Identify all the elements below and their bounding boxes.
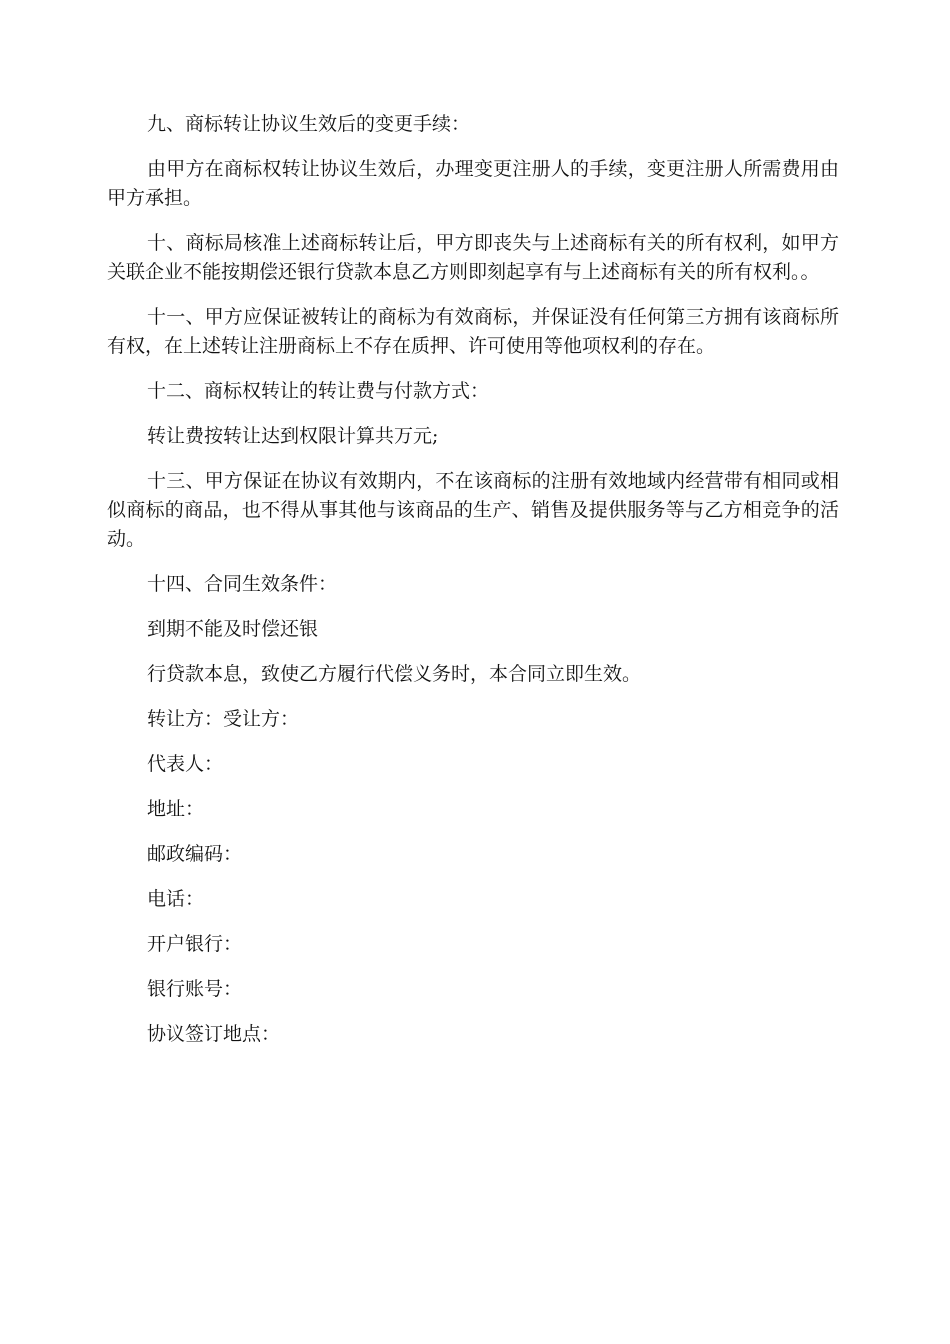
bank-account-field: 银行账号： [147, 978, 243, 1000]
phone-field: 电话： [147, 888, 205, 910]
clause-11-text: 十一、甲方应保证被转让的商标为有效商标，并保证没有任何第三方拥有该商标所有权，在上述转让注册商标上不存在质押、许可使用等他项权利的存在。 [107, 306, 839, 357]
clause-9-heading: 九、商标转让协议生效后的变更手续： [147, 113, 471, 135]
bank-field: 开户银行： [147, 933, 243, 955]
clause-10-text: 十、商标局核准上述商标转让后，甲方即丧失与上述商标有关的所有权利，如甲方关联企业不能按期偿还银行贷款本息乙方则即刻起享有与上述商标有关的所有权利。。 [107, 232, 839, 283]
parties-line: 转让方：受让方： [147, 708, 300, 730]
clause-14-heading: 十四、合同生效条件： [147, 573, 338, 595]
signing-place-field: 协议签订地点： [147, 1023, 281, 1045]
clause-14-text-part1: 到期不能及时偿还银 [147, 618, 319, 640]
postal-code-field: 邮政编码： [147, 843, 243, 865]
clause-12-heading: 十二、商标权转让的转让费与付款方式： [147, 380, 490, 402]
representative-field: 代表人： [147, 753, 224, 775]
address-field: 地址： [147, 798, 205, 820]
clause-13-text: 十三、甲方保证在协议有效期内，不在该商标的注册有效地域内经营带有相同或相似商标的商品，也不得从事其他与该商品的生产、销售及提供服务等与乙方相竞争的活动。 [107, 470, 839, 550]
clause-9-text: 由甲方在商标权转让协议生效后，办理变更注册人的手续，变更注册人所需费用由甲方承担。 [107, 158, 839, 209]
document-body [107, 110, 839, 1065]
clause-14-text-part2: 行贷款本息，致使乙方履行代偿义务时，本合同立即生效。 [147, 663, 642, 685]
clause-12-text: 转让费按转让达到权限计算共万元; [147, 425, 439, 447]
